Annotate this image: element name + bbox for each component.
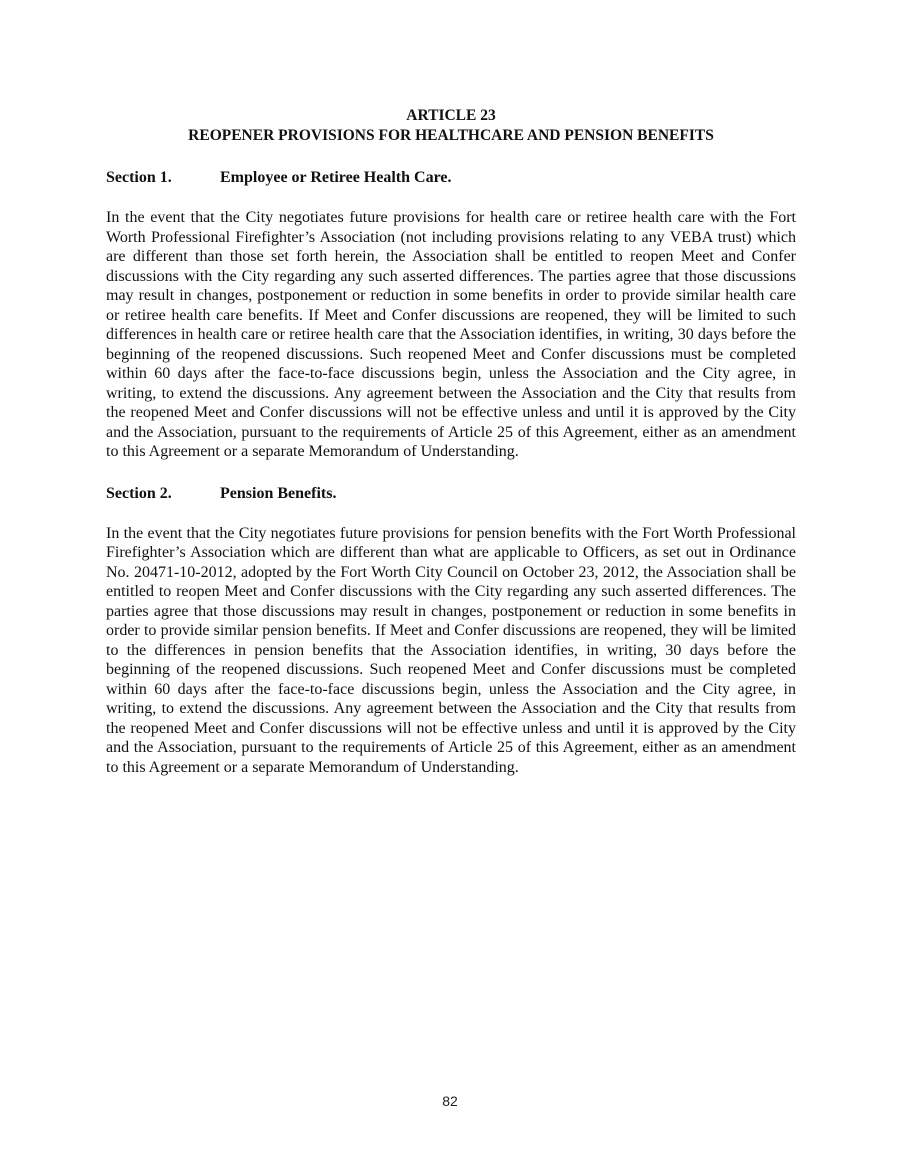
- section-1-number: Section 1.: [106, 169, 172, 186]
- section-2-heading: [106, 484, 796, 504]
- page-number: 82: [442, 1093, 458, 1109]
- document-page: [106, 106, 796, 777]
- section-2-title: Pension Benefits.: [220, 484, 337, 502]
- section-1-heading: [106, 168, 796, 188]
- article-heading: [106, 106, 796, 146]
- section-1-body: In the event that the City negotiates future provisions for health care or retiree health care with the Fort Worth Professional Firefighter’s Association (not including provisions relating to any VEBA trust) which are different than those set forth herein, the Association shall be entitled to reopen Meet and Confer discussions with the City regarding any such asserted differences. The parties agree that those discussions may result in changes, postponement or reduction in some benefits in order to provide similar health care or retiree health care benefits. If Meet and Confer discussions are reopened, they will be limited to such differences in health care or retiree health care that the Association identifies, in writing, 30 days before the beginning of the reopened discussions. Such reopened Meet and Confer discussions must be completed within 60 days after the face-to-face discussions begin, unless the Association and the City agree, in writing, to extend the discussions. Any agreement between the Association and the City that results from the reopened Meet and Confer discussions will not be effective unless and until it is approved by the City and the Association, pursuant to the requirements of Article 25 of this Agreement, either as an amendment to this Agreement or a separate Memorandum of Understanding.: [106, 209, 796, 460]
- section-1-title: Employee or Retiree Health Care.: [220, 169, 452, 186]
- section-2-number: Section 2.: [106, 484, 172, 502]
- article-title: REOPENER PROVISIONS FOR HEALTHCARE AND PENSION BENEFITS: [188, 127, 714, 144]
- article-number: ARTICLE 23: [406, 107, 496, 124]
- section-2-body: In the event that the City negotiates future provisions for pension benefits with the Fort Worth Professional Firefighter’s Association which are different than what are applicable to Officers, as set out in Ordinance No. 20471-10-2012, adopted by the Fort Worth City Council on October 23, 2012, the Association shall be entitled to reopen Meet and Confer discussions with the City regarding any such asserted differences. The parties agree that those discussions may result in changes, postponement or reduction in some benefits in order to provide similar pension benefits. If Meet and Confer discussions are reopened, they will be limited to the differences in pension benefits that the Association identifies, in writing, 30 days before the beginning of the reopened discussions. Such reopened Meet and Confer discussions must be completed within 60 days after the face-to-face discussions begin, unless the Association and the City agree, in writing, to extend the discussions. Any agreement between the Association and the City that results from the reopened Meet and Confer discussions will not be effective unless and until it is approved by the City and the Association, pursuant to the requirements of Article 25 of this Agreement, either as an amendment to this Agreement or a separate Memorandum of Understanding.: [106, 524, 796, 776]
